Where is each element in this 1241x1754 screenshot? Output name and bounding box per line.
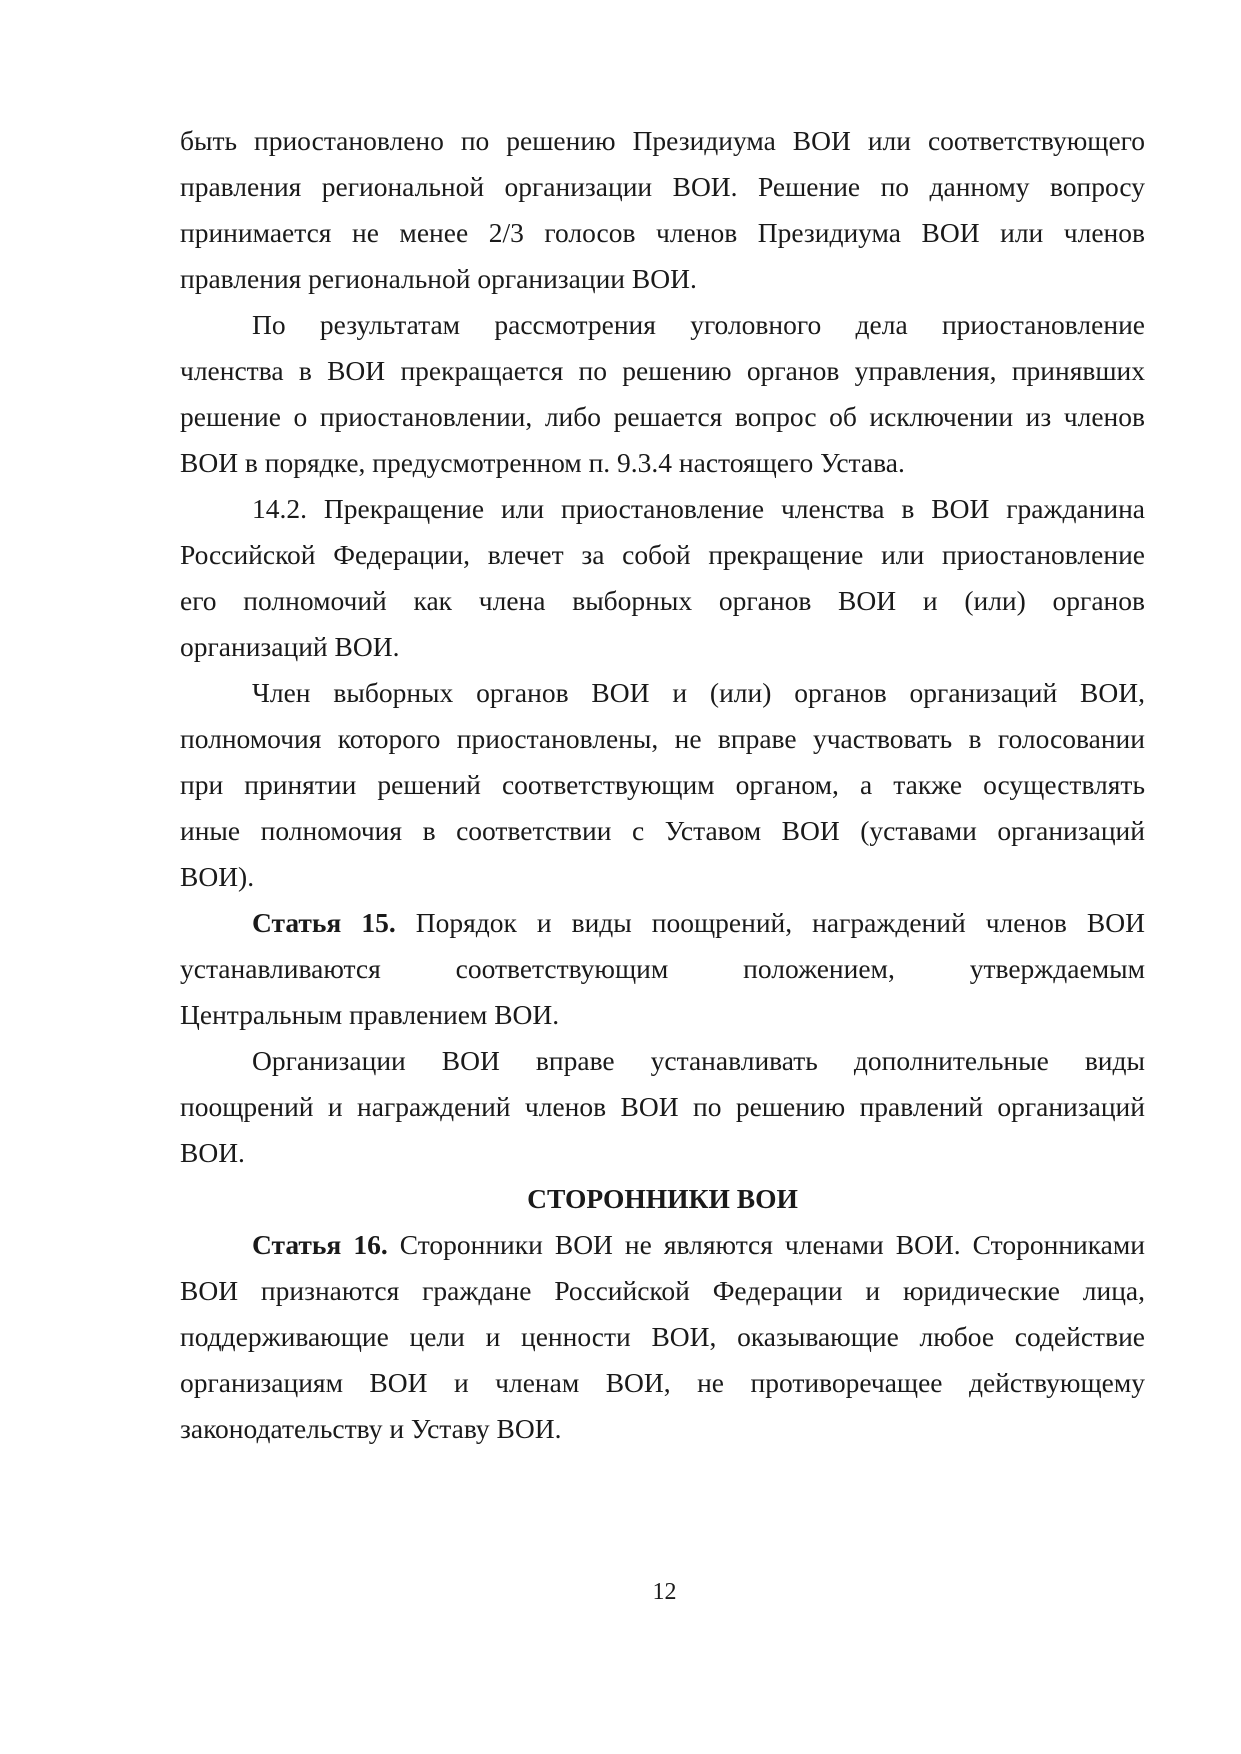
text-line: По результатам рассмотрения уголовного дела приостановление — [252, 309, 1145, 340]
text-line: устанавливаются соответствующим положением, утверждаемым — [180, 953, 1145, 984]
text-line: правления региональной организации ВОИ. — [180, 263, 697, 294]
text-line: Член выборных органов ВОИ и (или) органов организаций ВОИ, — [252, 677, 1145, 708]
article-text: Сторонники ВОИ не являются членами ВОИ. Сторонниками — [387, 1229, 1145, 1260]
article-text: Порядок и виды поощрений, награждений членов ВОИ — [395, 907, 1145, 938]
text-line: 14.2. Прекращение или приостановление членства в ВОИ гражданина — [252, 493, 1145, 524]
text-line: организациям ВОИ и членам ВОИ, не противоречащее действующему — [180, 1367, 1145, 1398]
section-heading: СТОРОННИКИ ВОИ — [527, 1183, 798, 1214]
text-line: Центральным правлением ВОИ. — [180, 999, 560, 1030]
text-line: решение о приостановлении, либо решается вопрос об исключении из членов — [180, 401, 1145, 432]
article-title: Статья 15. — [252, 907, 396, 938]
text-line: организаций ВОИ. — [180, 631, 400, 662]
article-line — [252, 1225, 1145, 1265]
text-line: принимается не менее 2/3 голосов членов Президиума ВОИ или членов — [180, 217, 1145, 248]
text-line: поощрений и награждений членов ВОИ по решению правлений организаций — [180, 1091, 1145, 1122]
text-line: при принятии решений соответствующим органом, а также осуществлять — [180, 769, 1145, 800]
text-line: иные полномочия в соответствии с Уставом ВОИ (уставами организаций — [180, 815, 1145, 846]
text-line: законодательству и Уставу ВОИ. — [180, 1413, 562, 1444]
article-line — [252, 903, 1145, 943]
text-line: правления региональной организации ВОИ. Решение по данному вопросу — [180, 171, 1145, 202]
text-line: членства в ВОИ прекращается по решению органов управления, принявших — [180, 355, 1145, 386]
page-number: 12 — [652, 1579, 677, 1605]
text-line: ВОИ в порядке, предусмотренном п. 9.3.4 настоящего Устава. — [180, 447, 905, 478]
text-line: ВОИ). — [180, 861, 255, 892]
text-line: ВОИ признаются граждане Российской Федерации и юридические лица, — [180, 1275, 1145, 1306]
text-line: полномочия которого приостановлены, не вправе участвовать в голосовании — [180, 723, 1145, 754]
text-line: его полномочий как члена выборных органов ВОИ и (или) органов — [180, 585, 1145, 616]
text-line: быть приостановлено по решению Президиума ВОИ или соответствующего — [180, 125, 1145, 156]
text-line: Организации ВОИ вправе устанавливать дополнительные виды — [252, 1045, 1145, 1076]
article-title: Статья 16. — [252, 1229, 388, 1260]
text-line: поддерживающие цели и ценности ВОИ, оказывающие любое содействие — [180, 1321, 1145, 1352]
text-line: Российской Федерации, влечет за собой прекращение или приостановление — [180, 539, 1145, 570]
text-line: ВОИ. — [180, 1137, 245, 1168]
